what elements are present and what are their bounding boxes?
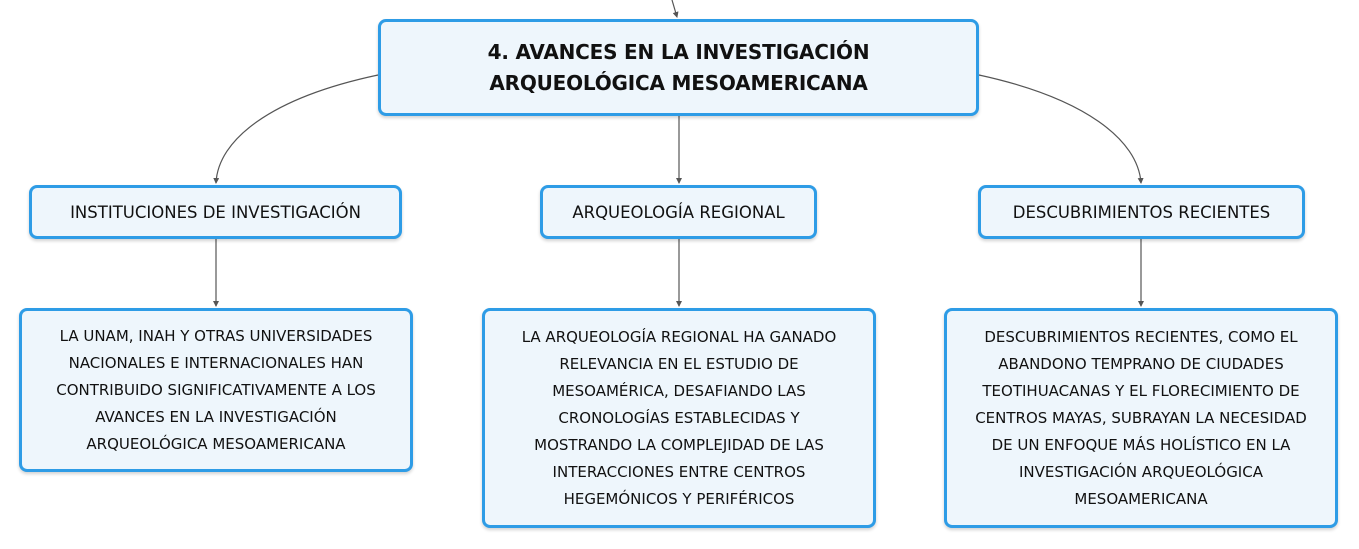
topic-descubrimientos-node[interactable] xyxy=(978,185,1305,239)
detail-arqueologia-regional-text: LA ARQUEOLOGÍA REGIONAL HA GANADO RELEVANCIA EN EL ESTUDIO DE MESOAMÉRICA, DESAFIANDO LAS CRONOLOGÍAS ESTABLECIDAS Y MOSTRANDO LA COMPLEJIDAD DE LAS INTERACCIONES ENTRE CENTROS HEGEMÓNICOS Y PERIFÉRICOS xyxy=(521,327,837,508)
connector-root-to-descubrimientos xyxy=(979,75,1141,183)
topic-arqueologia-regional-label: ARQUEOLOGÍA REGIONAL xyxy=(572,202,785,222)
root-topic-title: 4. AVANCES EN LA INVESTIGACIÓN ARQUEOLÓGICA MESOAMERICANA xyxy=(487,39,870,95)
connector-root-to-instituciones xyxy=(216,75,378,183)
topic-arqueologia-regional-node[interactable] xyxy=(540,185,817,239)
detail-arqueologia-regional-node[interactable] xyxy=(482,308,876,528)
topic-instituciones-label: INSTITUCIONES DE INVESTIGACIÓN xyxy=(70,202,361,222)
detail-descubrimientos-text: DESCUBRIMIENTOS RECIENTES, COMO EL ABANDONO TEMPRANO DE CIUDADES TEOTIHUACANAS Y EL FLORECIMIENTO DE CENTROS MAYAS, SUBRAYAN LA NECESIDAD DE UN ENFOQUE MÁS HOLÍSTICO EN LA INVESTIGACIÓN ARQUEOLÓGICA MESOAMERICANA xyxy=(975,327,1307,508)
parent-connector xyxy=(672,0,677,17)
topic-instituciones-node[interactable] xyxy=(29,185,402,239)
detail-instituciones-node[interactable] xyxy=(19,308,413,472)
root-topic-node[interactable] xyxy=(378,19,979,116)
detail-descubrimientos-node[interactable] xyxy=(944,308,1338,528)
topic-descubrimientos-label: DESCUBRIMIENTOS RECIENTES xyxy=(1012,202,1271,222)
detail-instituciones-text: LA UNAM, INAH Y OTRAS UNIVERSIDADES NACIONALES E INTERNACIONALES HAN CONTRIBUIDO SIGNIFICATIVAMENTE A LOS AVANCES EN LA INVESTIGACIÓN ARQUEOLÓGICA MESOAMERICANA xyxy=(56,326,376,453)
